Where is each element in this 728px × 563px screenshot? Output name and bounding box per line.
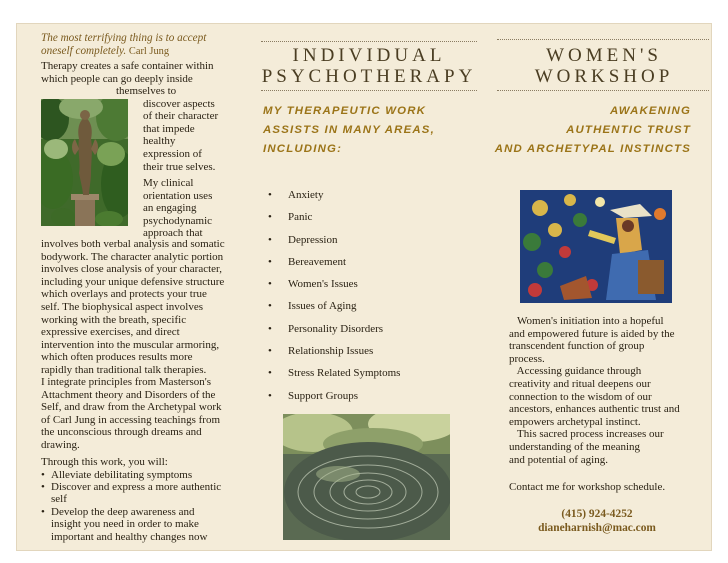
heading-line: WOMEN'S (546, 45, 662, 66)
body-line: bodywork. The character analytic portion (41, 250, 224, 263)
garden-sculpture-photo (41, 99, 128, 226)
body-line: expressive exercises, and direct (41, 326, 180, 339)
integrate-line: the unconscious through dreams and (41, 426, 202, 439)
body-line: intervention into the muscular armoring, (41, 338, 220, 351)
body-line: self. The biophysical aspect involves (41, 300, 204, 313)
therapy-approach-text (41, 238, 246, 377)
orientation-line: orientation uses (143, 189, 213, 202)
list-item: • Issues of Aging (264, 299, 479, 321)
list-item (41, 469, 246, 481)
list-item: • Women's Issues (264, 277, 479, 299)
garden-sculpture-image (41, 99, 128, 226)
outcome-line: self (51, 493, 67, 506)
workshop-line: transcendent function of group (509, 340, 645, 353)
workshop-line: This sacred process increases our (509, 428, 664, 441)
intro-line: Therapy creates a safe container within (41, 60, 214, 72)
list-item: • Depression (264, 233, 479, 255)
workshop-rule-top (497, 39, 709, 40)
heading-line: WORKSHOP (534, 66, 674, 87)
body-line: including your unique defensive structure (41, 275, 225, 288)
workshop-rule-bottom (497, 90, 709, 91)
outcomes-intro: Through this work, you will: (41, 456, 168, 468)
outcomes-section (41, 456, 246, 543)
orientation-text (143, 177, 253, 240)
subhead-line: AUTHENTIC TRUST (566, 124, 691, 136)
integrate-line: drawing. (41, 438, 80, 451)
outcome-line: insight you need in order to make (51, 518, 199, 531)
integrate-line: Attachment theory and Disorders of the (41, 388, 216, 401)
list-item: • Panic (264, 210, 479, 232)
heading-rule-top (261, 41, 477, 42)
water-ripple-image (283, 414, 450, 540)
workshop-line: creativity and ritual deepens our (509, 377, 651, 390)
quote-author: Carl Jung (128, 46, 170, 57)
workshop-line: ancestors, enhances authentic trust and (509, 403, 680, 416)
quote-line-1: The most terrifying thing is to accept (41, 32, 207, 44)
subhead-line: INCLUDING: (263, 143, 343, 155)
workshop-line: Accessing guidance through (509, 365, 642, 378)
orientation-line: psychodynamic (143, 214, 213, 227)
jung-quote (41, 32, 241, 58)
workshop-contact-line: Contact me for workshop schedule. (509, 481, 666, 493)
wrap-text-top (116, 85, 246, 98)
intro-text (41, 60, 241, 85)
workshop-line: Women's initiation into a hopeful (509, 315, 664, 327)
list-item: • Support Groups (264, 389, 479, 411)
subhead-line: AND ARCHETYPAL INSTINCTS (494, 143, 691, 155)
therapy-areas-list (264, 188, 479, 411)
workshop-line: process. (509, 352, 545, 365)
womens-workshop-heading (495, 45, 713, 87)
therapeutic-work-subhead (263, 102, 483, 159)
body-line: rapidly than traditional talk therapies. (41, 363, 207, 376)
subhead-line: MY THERAPEUTIC WORK (263, 105, 427, 117)
orientation-line: an engaging (143, 202, 197, 215)
wrap-line: themselves to (116, 85, 177, 97)
quote-line-2 (41, 45, 241, 58)
subhead-line: ASSISTS IN MANY AREAS, (263, 124, 435, 136)
wrap-text (143, 98, 253, 174)
quote-line-2-text: oneself completely. (41, 45, 127, 57)
workshop-description (509, 315, 709, 466)
integrate-line: of Carl Jung in accessing teachings from (41, 413, 221, 426)
wrap-line: that impede (143, 122, 195, 135)
heading-line: PSYCHOTHERAPY (261, 66, 477, 87)
heading-line: INDIVIDUAL (292, 45, 446, 66)
wrap-line: discover aspects (143, 97, 215, 110)
orientation-line: My clinical (143, 177, 194, 189)
list-item: • Anxiety (264, 188, 479, 210)
folk-art-image (520, 190, 672, 303)
email-link[interactable]: dianeharnish@mac.com (538, 521, 656, 534)
integrate-line: I integrate principles from Masterson's (41, 376, 211, 388)
list-item (41, 481, 246, 506)
integrate-line: Self, and draw from the Archetypal work (41, 401, 222, 414)
workshop-line: empowers archetypal instinct. (509, 415, 641, 428)
body-line: which overlays and protects your true (41, 288, 207, 301)
water-ripple-photo (283, 414, 450, 540)
workshop-line: and potential of aging. (509, 453, 608, 466)
list-item: • Stress Related Symptoms (264, 366, 479, 388)
list-item: • Relationship Issues (264, 344, 479, 366)
body-line: working with the breath, specific (41, 313, 187, 326)
brochure-sheet (16, 23, 712, 551)
outcome-line: • Discover and express a more authentic (51, 481, 222, 493)
workshop-subhead (487, 102, 691, 159)
intro-line: which people can go deeply inside (41, 72, 193, 85)
list-item (41, 506, 246, 543)
heading-rule-bottom (261, 90, 477, 91)
integrate-text (41, 376, 246, 452)
folk-art-painting (520, 190, 672, 303)
outcome-line: important and healthy changes now (51, 530, 208, 543)
body-line: involves both verbal analysis and somatic (41, 238, 225, 250)
wrap-line: healthy (143, 135, 176, 148)
contact-block (497, 508, 697, 535)
phone-number[interactable]: (415) 924-4252 (561, 508, 633, 520)
workshop-line: and empowered future is aided by the (509, 327, 675, 340)
wrap-line: their true selves. (143, 160, 216, 173)
body-line: involves close analysis of your character, (41, 263, 222, 276)
list-item: • Personality Disorders (264, 322, 479, 344)
wrap-line: of their character (143, 110, 219, 123)
orientation-line: approach that (143, 227, 203, 240)
workshop-line: connection to the wisdom of our (509, 390, 652, 403)
outcome-line: • Alleviate debilitating symptoms (51, 468, 193, 481)
body-line: which often produces results more (41, 351, 193, 364)
individual-psychotherapy-heading (255, 45, 483, 87)
wrap-line: expression of (143, 147, 202, 160)
subhead-line: AWAKENING (609, 105, 691, 117)
workshop-line: understanding of the meaning (509, 440, 641, 453)
outcome-line: • Develop the deep awareness and (51, 505, 195, 518)
list-item: • Bereavement (264, 255, 479, 277)
outcomes-list (41, 469, 246, 543)
